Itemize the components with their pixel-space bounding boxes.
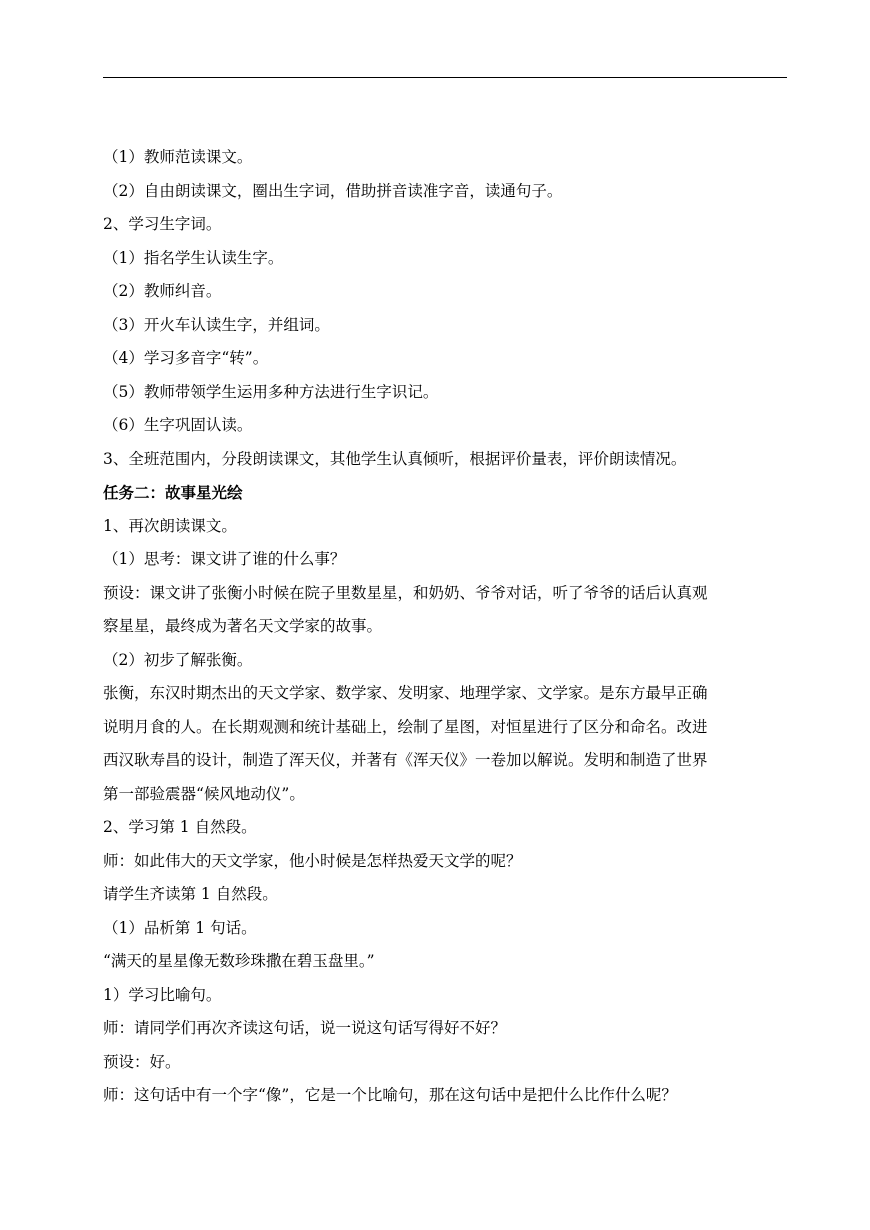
text-line: 1、再次朗读课文。 xyxy=(103,516,237,535)
text-line: 预设：好。 xyxy=(103,1052,181,1071)
text-line: 察星星，最终成为著名天文学家的故事。 xyxy=(103,617,383,635)
text-line: “满天的星星像无数珍珠撒在碧玉盘里。” xyxy=(103,952,375,970)
text-line: 师：这句话中有一个字“像”，它是一个比喻句，那在这句话中是把什么比作什么呢？ xyxy=(103,1086,677,1104)
text-line: （1）指名学生认读生字。 xyxy=(103,248,284,267)
text-line: 师：如此伟大的天文学家，他小时候是怎样热爱天文学的呢？ xyxy=(103,851,522,870)
text-line: （2）自由朗读课文，圈出生字词，借助拼音读准字音，读通句子。 xyxy=(103,181,563,200)
text-line: （1）教师范读课文。 xyxy=(103,148,253,166)
text-line: 2、学习第 1 自然段。 xyxy=(103,818,257,836)
document-body xyxy=(103,141,793,1113)
text-line: （6）生字巩固认读。 xyxy=(103,416,253,434)
header-rule xyxy=(103,77,787,78)
text-line: 1）学习比喻句。 xyxy=(103,985,222,1004)
text-line: 3、全班范围内，分段朗读课文，其他学生认真倾听，根据评价量表，评价朗读情况。 xyxy=(103,449,687,468)
text-line: 2、学习生字词。 xyxy=(103,215,222,233)
section-heading: 任务二：故事星光绘 xyxy=(103,483,243,502)
text-line: 西汉耿寿昌的设计，制造了浑天仪，并著有《浑天仪》一卷加以解说。发明和制造了世界 xyxy=(103,751,708,769)
text-line: 第一部验震器“候风地动仪”。 xyxy=(103,784,305,803)
text-line: （1）品析第 1 句话。 xyxy=(103,918,257,937)
text-line: 说明月食的人。在长期观测和统计基础上，绘制了星图，对恒星进行了区分和命名。改进 xyxy=(103,717,708,736)
text-line: （3）开火车认读生字，并组词。 xyxy=(103,315,330,334)
text-line: 张衡，东汉时期杰出的天文学家、数学家、发明家、地理学家、文学家。是东方最早正确 xyxy=(103,684,708,702)
text-line: 师：请同学们再次齐读这句话，说一说这句话写得好不好？ xyxy=(103,1019,507,1037)
text-line: （1）思考：课文讲了谁的什么事？ xyxy=(103,550,346,568)
text-line: 预设：课文讲了张衡小时候在院子里数星星，和奶奶、爷爷对话，听了爷爷的话后认真观 xyxy=(103,583,708,602)
text-line: （5）教师带领学生运用多种方法进行生字识记。 xyxy=(103,382,439,401)
text-line: 请学生齐读第 1 自然段。 xyxy=(103,885,278,903)
text-line: （2）教师纠音。 xyxy=(103,282,222,300)
text-line: （2）初步了解张衡。 xyxy=(103,650,253,669)
text-line: （4）学习多音字“转”。 xyxy=(103,349,269,367)
